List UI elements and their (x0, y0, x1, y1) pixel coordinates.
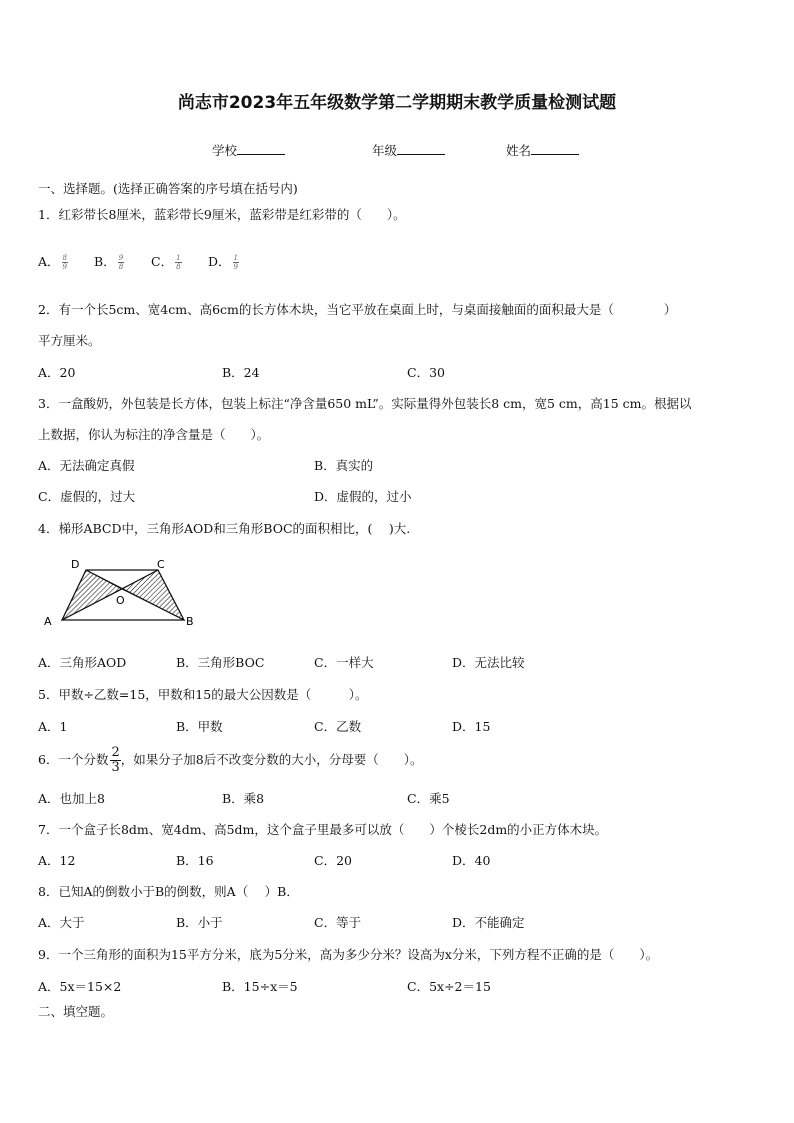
question-3-option-a: A．无法确定真假 (38, 458, 135, 473)
question-4-stem: 4．梯形ABCD中，三角形AOD和三角形BOC的面积相比，( )大. (38, 521, 411, 536)
question-4-option-a: A．三角形AOD (38, 655, 127, 670)
label-c: C (157, 558, 165, 571)
question-1-option-d: D． $\frac{1}{9}$ (208, 254, 238, 271)
trapezoid-figure (36, 552, 202, 632)
question-9-stem: 9．一个三角形的面积为15平方分米，底为5分米，高为多少分米？设高为x分米，下列方程不正确的是（ ）。 (38, 947, 659, 962)
question-3-option-b: B．真实的 (314, 458, 374, 473)
school-label: 学校 (212, 143, 238, 158)
school-blank (237, 142, 285, 155)
question-8-option-a: A．大于 (38, 915, 85, 930)
name-blank (531, 142, 579, 155)
question-7-stem: 7．一个盒子长8dm、宽4dm、高5dm，这个盒子里最多可以放（ ）个棱长2dm的小正方体木块。 (38, 822, 608, 837)
question-6-option-b: B．乘8 (222, 791, 265, 806)
question-2-stem-line2: 平方厘米。 (38, 333, 101, 348)
question-4-option-c: C．一样大 (314, 655, 374, 670)
fraction: $\frac{8}{9}$ (62, 254, 67, 271)
question-2-option-c: C．30 (407, 365, 445, 380)
question-8-option-c: C．等于 (314, 915, 362, 930)
question-3-stem-line2: 上数据，你认为标注的净含量是（ ）。 (38, 427, 270, 442)
triangle-boc (122, 570, 184, 620)
name-field (506, 142, 579, 159)
fraction: $\frac{9}{8}$ (118, 254, 124, 271)
grade-label: 年级 (372, 143, 398, 158)
question-2-option-b: B．24 (222, 365, 260, 380)
question-6-stem: 6．一个分数 $\frac{2}{3}$ ，如果分子加8后不改变分数的大小，分母要（ ）。 (38, 745, 423, 775)
school-field (212, 142, 285, 159)
question-6-option-a: A．也加上8 (38, 791, 105, 806)
question-2-stem-line1: 2．有一个长5cm、宽4cm、高6cm的长方体木块，当它平放在桌面上时，与桌面接触面的面积最大是（ ） (38, 302, 677, 317)
question-5-option-b: B．甲数 (176, 719, 223, 734)
label-b: B (186, 615, 194, 628)
question-7-option-b: B．16 (176, 853, 214, 868)
label-a: A (44, 615, 52, 628)
question-2-option-a: A．20 (38, 365, 76, 380)
question-4-option-b: B．三角形BOC (176, 655, 265, 670)
question-1-option-b: B． $\frac{9}{8}$ (94, 254, 124, 271)
question-7-option-d: D．40 (452, 853, 491, 868)
label-o: O (116, 594, 125, 607)
question-3-option-c: C．虚假的，过大 (38, 489, 136, 504)
question-6-option-c: C．乘5 (407, 791, 450, 806)
question-5-stem: 5．甲数÷乙数=15，甲数和15的最大公因数是（ ）。 (38, 687, 368, 702)
question-8-option-b: B．小于 (176, 915, 223, 930)
question-8-option-d: D．不能确定 (452, 915, 525, 930)
triangle-aod (62, 570, 122, 620)
name-label: 姓名 (506, 143, 532, 158)
question-5-option-d: D．15 (452, 719, 491, 734)
question-1-option-c: C． $\frac{1}{8}$ (151, 254, 181, 271)
question-3-stem-line1: 3．一盒酸奶，外包装是长方体，包装上标注“净含量650 mL”。实际量得外包装长8 cm，宽5 cm，高15 cm。根据以 (38, 396, 692, 411)
question-3-option-d: D．虚假的，过小 (314, 489, 412, 504)
fraction: $\frac{1}{9}$ (233, 254, 238, 271)
section-2-heading: 二、填空题。 (38, 1004, 114, 1019)
question-5-option-c: C．乙数 (314, 719, 362, 734)
question-8-stem: 8．已知A的倒数小于B的倒数，则A（ ）B． (38, 884, 299, 899)
question-7-option-c: C．20 (314, 853, 352, 868)
question-9-option-b: B．15÷x＝5 (222, 979, 298, 994)
question-1-stem: 1．红彩带长8厘米，蓝彩带长9厘米，蓝彩带是红彩带的（ ）。 (38, 207, 406, 222)
question-4-option-d: D．无法比较 (452, 655, 525, 670)
fraction: $\frac{1}{8}$ (176, 254, 181, 271)
section-1-heading: 一、选择题。(选择正确答案的序号填在括号内) (38, 181, 298, 196)
question-9-option-a: A．5x＝15×2 (38, 979, 122, 994)
grade-field (372, 142, 445, 159)
page-title: 尚志市2023年五年级数学第二学期期末教学质量检测试题 (177, 93, 617, 113)
fraction-two-thirds: $\frac{2}{3}$ (111, 745, 120, 775)
question-1-option-a: A． $\frac{8}{9}$ (38, 254, 67, 271)
grade-blank (397, 142, 445, 155)
question-5-option-a: A．1 (38, 719, 68, 734)
question-7-option-a: A．12 (38, 853, 76, 868)
question-9-option-c: C．5x÷2＝15 (407, 979, 491, 994)
label-d: D (71, 558, 80, 571)
